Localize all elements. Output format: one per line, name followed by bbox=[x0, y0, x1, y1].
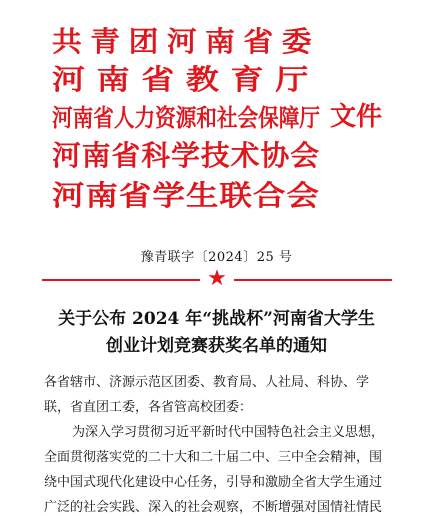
document-number: 豫青联字〔2024〕25 号 bbox=[140, 250, 293, 265]
document-header bbox=[0, 0, 433, 220]
salutation-line-2: 联，省直团工委，各省管高校团委： bbox=[44, 400, 253, 415]
notice-title-line-1: 关于公布 2024 年“挑战杯”河南省大学生 bbox=[58, 309, 375, 329]
divider-right-rule bbox=[234, 279, 392, 281]
divider-left-rule bbox=[42, 279, 200, 281]
red-star-icon: ★ bbox=[207, 266, 227, 291]
notice-title-line-2: 创业计划竞赛获奖名单的通知 bbox=[106, 336, 327, 356]
body-line-4: 广泛的社会实践、深入的社会观察，不断增强对国情社情民 bbox=[44, 500, 383, 515]
issuer-name-5: 河南省学生联合会 bbox=[52, 179, 321, 212]
body-line-2: 全面贯彻落实党的二十大和二十届二中、三中全会精神，围 bbox=[44, 450, 383, 465]
issuer-name-2: 河南省教育厅 bbox=[52, 63, 321, 96]
issuer-name-3: 河南省人力资源和社会保障厅 bbox=[52, 104, 321, 132]
salutation-line-1: 各省辖市、济源示范区团委、教育局、人社局、科协、学 bbox=[44, 375, 370, 390]
issuer-name-1: 共青团河南省委 bbox=[52, 25, 320, 58]
header-divider bbox=[42, 266, 392, 291]
body-line-1: 为深入学习贯彻习近平新时代中国特色社会主义思想， bbox=[72, 425, 385, 440]
document-type-label: 文件 bbox=[330, 102, 383, 132]
body-line-3: 绕中国式现代化建设中心任务，引导和激励全省大学生通过 bbox=[44, 475, 383, 490]
issuer-name-4: 河南省科学技术协会 bbox=[52, 139, 321, 172]
